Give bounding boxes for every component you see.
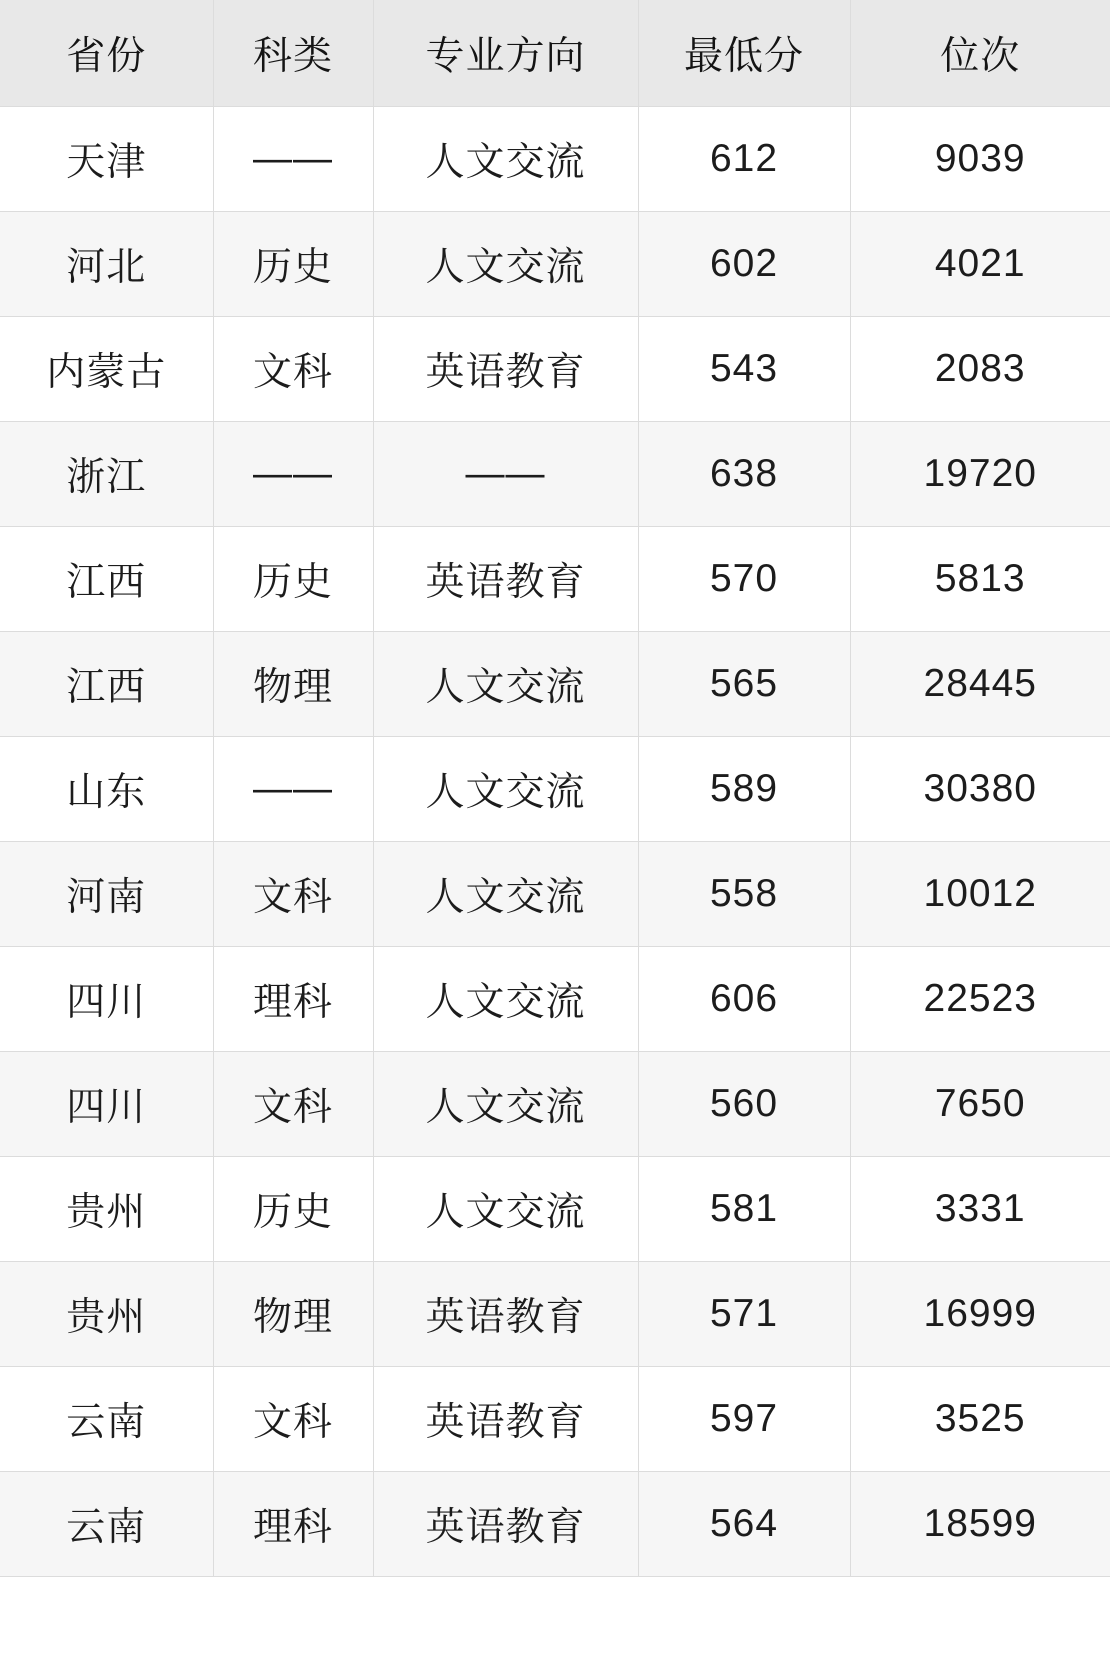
cell-subject: 物理: [213, 632, 373, 737]
cell-province: 云南: [0, 1472, 213, 1577]
cell-subject: 理科: [213, 947, 373, 1052]
cell-min-score: 571: [638, 1262, 850, 1367]
table-row: [0, 737, 1110, 842]
cell-subject: 历史: [213, 1157, 373, 1262]
cell-min-score: 543: [638, 317, 850, 422]
cell-subject: ——: [213, 107, 373, 212]
table-row: [0, 1472, 1110, 1577]
cell-major: 人文交流: [373, 212, 638, 317]
cell-province: 贵州: [0, 1157, 213, 1262]
column-header-subject: 科类: [213, 0, 373, 107]
cell-subject: 文科: [213, 1367, 373, 1472]
cell-min-score: 612: [638, 107, 850, 212]
cell-min-score: 602: [638, 212, 850, 317]
table-row: [0, 317, 1110, 422]
cell-province: 江西: [0, 632, 213, 737]
table-header: [0, 0, 1110, 107]
table-header-row: [0, 0, 1110, 107]
table-body: [0, 107, 1110, 1577]
cell-subject: 理科: [213, 1472, 373, 1577]
cell-rank: 9039: [850, 107, 1110, 212]
cell-min-score: 560: [638, 1052, 850, 1157]
cell-rank: 7650: [850, 1052, 1110, 1157]
cell-province: 云南: [0, 1367, 213, 1472]
cell-rank: 18599: [850, 1472, 1110, 1577]
table-row: [0, 947, 1110, 1052]
cell-rank: 4021: [850, 212, 1110, 317]
cell-rank: 5813: [850, 527, 1110, 632]
column-header-province: 省份: [0, 0, 213, 107]
cell-province: 内蒙古: [0, 317, 213, 422]
cell-subject: 物理: [213, 1262, 373, 1367]
table-row: [0, 107, 1110, 212]
cell-subject: 历史: [213, 212, 373, 317]
cell-rank: 22523: [850, 947, 1110, 1052]
cell-major: 人文交流: [373, 947, 638, 1052]
column-header-major: 专业方向: [373, 0, 638, 107]
cell-province: 四川: [0, 1052, 213, 1157]
cell-province: 四川: [0, 947, 213, 1052]
cell-major: 人文交流: [373, 632, 638, 737]
cell-min-score: 565: [638, 632, 850, 737]
cell-subject: 文科: [213, 317, 373, 422]
cell-rank: 16999: [850, 1262, 1110, 1367]
cell-province: 江西: [0, 527, 213, 632]
cell-min-score: 589: [638, 737, 850, 842]
column-header-min-score: 最低分: [638, 0, 850, 107]
cell-rank: 28445: [850, 632, 1110, 737]
cell-major: 英语教育: [373, 1367, 638, 1472]
cell-rank: 3525: [850, 1367, 1110, 1472]
cell-major: 人文交流: [373, 1157, 638, 1262]
cell-major: 英语教育: [373, 1262, 638, 1367]
cell-major: 人文交流: [373, 107, 638, 212]
cell-min-score: 570: [638, 527, 850, 632]
cell-major: 人文交流: [373, 737, 638, 842]
cell-min-score: 564: [638, 1472, 850, 1577]
table-row: [0, 632, 1110, 737]
table-row: [0, 1262, 1110, 1367]
cell-province: 天津: [0, 107, 213, 212]
cell-min-score: 638: [638, 422, 850, 527]
column-header-rank: 位次: [850, 0, 1110, 107]
cell-min-score: 606: [638, 947, 850, 1052]
cell-province: 贵州: [0, 1262, 213, 1367]
cell-major: 人文交流: [373, 842, 638, 947]
cell-rank: 3331: [850, 1157, 1110, 1262]
table-row: [0, 212, 1110, 317]
cell-province: 河北: [0, 212, 213, 317]
cell-subject: ——: [213, 737, 373, 842]
cell-major: 英语教育: [373, 1472, 638, 1577]
cell-min-score: 597: [638, 1367, 850, 1472]
cell-min-score: 581: [638, 1157, 850, 1262]
cell-province: 浙江: [0, 422, 213, 527]
cell-subject: 文科: [213, 1052, 373, 1157]
cell-subject: 文科: [213, 842, 373, 947]
table-row: [0, 527, 1110, 632]
cell-major: ——: [373, 422, 638, 527]
table-row: [0, 1367, 1110, 1472]
table-row: [0, 422, 1110, 527]
cell-min-score: 558: [638, 842, 850, 947]
cell-major: 英语教育: [373, 317, 638, 422]
cell-major: 英语教育: [373, 527, 638, 632]
cell-province: 河南: [0, 842, 213, 947]
cell-rank: 10012: [850, 842, 1110, 947]
table-row: [0, 1157, 1110, 1262]
cell-rank: 19720: [850, 422, 1110, 527]
cell-rank: 2083: [850, 317, 1110, 422]
table-row: [0, 842, 1110, 947]
table-row: [0, 1052, 1110, 1157]
cell-province: 山东: [0, 737, 213, 842]
cell-subject: ——: [213, 422, 373, 527]
cell-subject: 历史: [213, 527, 373, 632]
cell-rank: 30380: [850, 737, 1110, 842]
cell-major: 人文交流: [373, 1052, 638, 1157]
